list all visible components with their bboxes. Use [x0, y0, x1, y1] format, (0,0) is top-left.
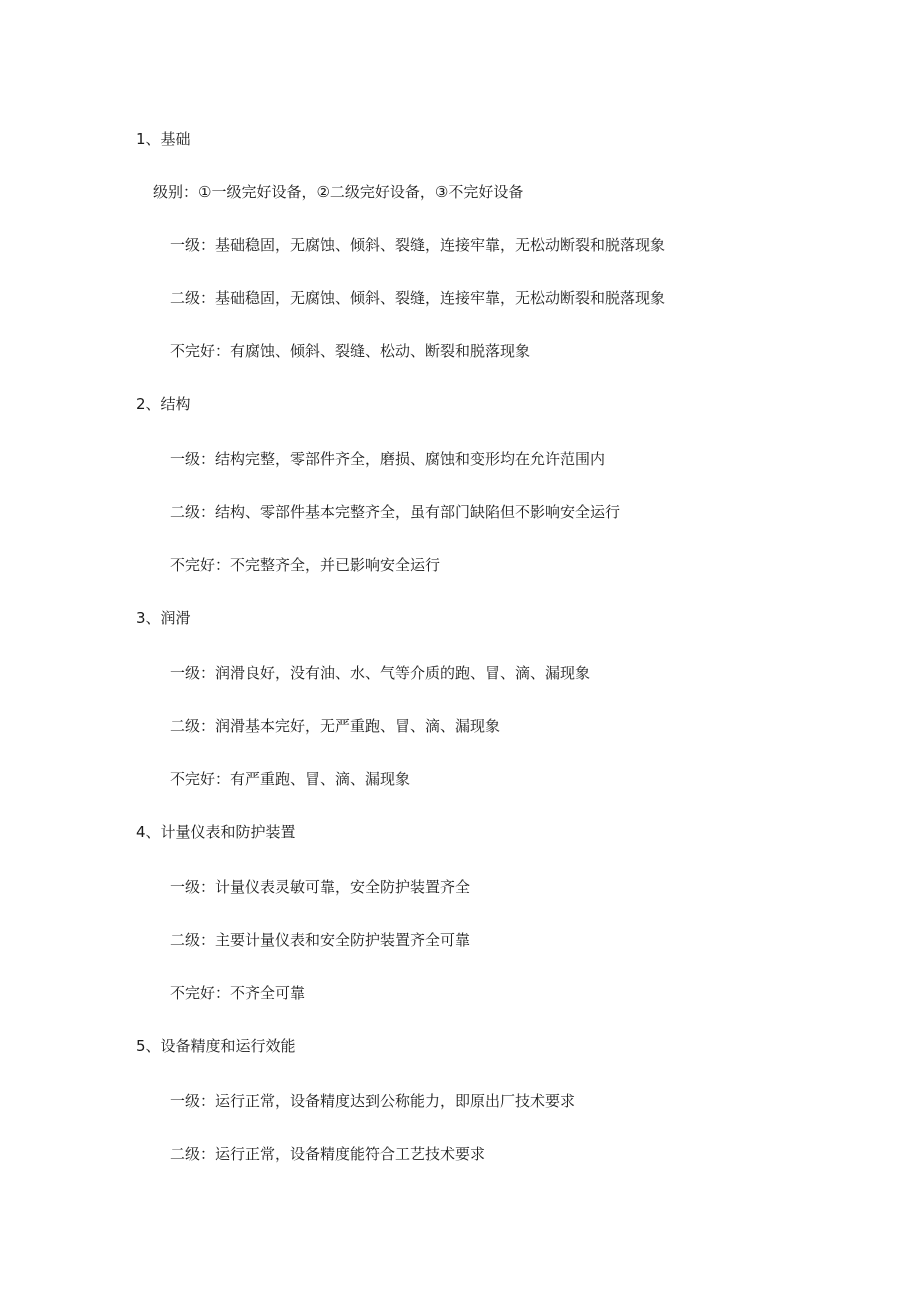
- instruments-grade-two: 二级：主要计量仪表和安全防护装置齐全可靠: [170, 931, 471, 949]
- lubrication-not-intact: 不完好：有严重跑、冒、滴、漏现象: [170, 770, 411, 788]
- section-heading-lubrication: 3、润滑: [136, 609, 191, 627]
- section-heading-foundation: 1、基础: [136, 130, 191, 148]
- instruments-not-intact: 不完好：不齐全可靠: [170, 984, 306, 1002]
- precision-grade-one: 一级：运行正常，设备精度达到公称能力，即原出厂技术要求: [170, 1092, 576, 1110]
- lubrication-grade-two: 二级：润滑基本完好，无严重跑、冒、滴、漏现象: [170, 717, 501, 735]
- section-heading-instruments: 4、计量仪表和防护装置: [136, 823, 296, 841]
- lubrication-grade-one: 一级：润滑良好，没有油、水、气等介质的跑、冒、滴、漏现象: [170, 664, 591, 682]
- grade-levels-text: 级别：①一级完好设备，②二级完好设备，③不完好设备: [153, 183, 524, 201]
- foundation-not-intact: 不完好：有腐蚀、倾斜、裂缝、松动、断裂和脱落现象: [170, 342, 531, 360]
- section-heading-structure: 2、结构: [136, 395, 191, 413]
- section-heading-precision: 5、设备精度和运行效能: [136, 1037, 296, 1055]
- precision-grade-two: 二级：运行正常，设备精度能符合工艺技术要求: [170, 1145, 486, 1163]
- structure-grade-two: 二级：结构、零部件基本完整齐全，虽有部门缺陷但不影响安全运行: [170, 503, 621, 521]
- structure-not-intact: 不完好：不完整齐全，并已影响安全运行: [170, 556, 441, 574]
- structure-grade-one: 一级：结构完整，零部件齐全，磨损、腐蚀和变形均在允许范围内: [170, 450, 606, 468]
- foundation-grade-one: 一级：基础稳固，无腐蚀、倾斜、裂缝，连接牢靠，无松动断裂和脱落现象: [170, 236, 666, 254]
- foundation-grade-two: 二级：基础稳固，无腐蚀、倾斜、裂缝，连接牢靠，无松动断裂和脱落现象: [170, 289, 666, 307]
- instruments-grade-one: 一级：计量仪表灵敏可靠，安全防护装置齐全: [170, 878, 471, 896]
